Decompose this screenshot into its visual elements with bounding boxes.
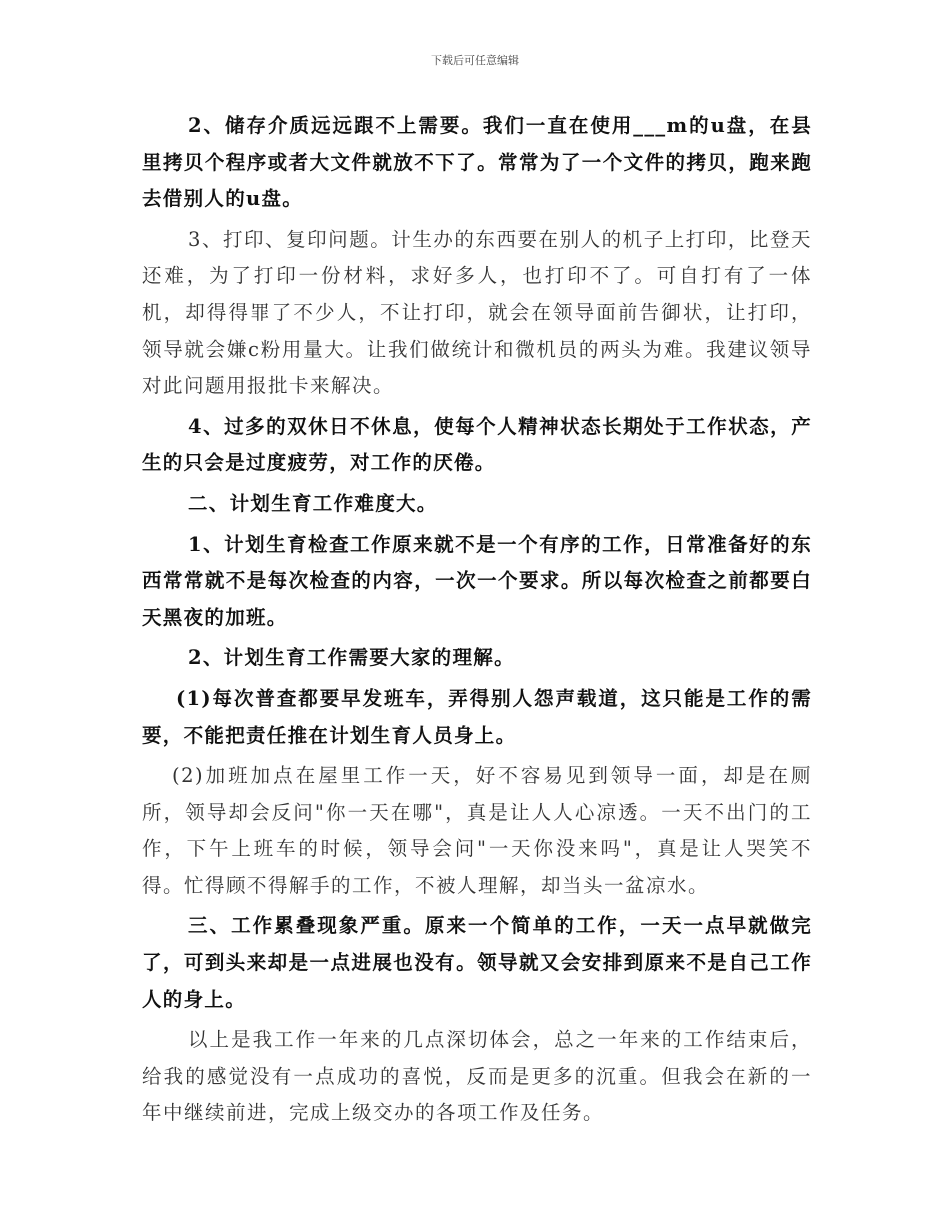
paragraph-storage-media: 2、储存介质远远跟不上需要。我们一直在使用___m的u盘，在县里拷贝个程序或者大文件就放不下了。常常为了一个文件的拷贝，跑来跑去借别人的u盘。 [142,114,812,211]
section-heading-2: 二、计划生育工作难度大。 [188,491,438,515]
paragraph-weekend-overwork: 4、过多的双休日不休息，使每个人精神状态长期处于工作状态，产生的只会是过度疲劳，对工作的厌倦。 [142,414,812,475]
paragraph-item-2: (2)加班加点在屋里工作一天，好不容易见到领导一面，却是在厕所，领导却会反问"你一天在哪"，真是让人人心凉透。一天不出门的工作，下午上班车的时候，领导会问"一天你没来吗"，真是让人哭笑不得。忙得顾不得解手的工作，不被人理解，却当头一盆凉水。 [142,764,812,897]
paragraph-printing-issue: 3、打印、复印问题。计生办的东西要在别人的机子上打印，比登天还难，为了打印一份材料，求好多人，也打印不了。可自打有了一体机，却得得罪了不少人，不让打印，就会在领导面前告御状，让打印，领导就会嫌c粉用量大。让我们做统计和微机员的两头为难。我建议领导对此问题用报批卡来解决。 [142,227,812,398]
paragraph-conclusion: 以上是我工作一年来的几点深切体会，总之一年来的工作结束后，给我的感觉没有一点成功的喜悦，反而是更多的沉重。但我会在新的一年中继续前进，完成上级交办的各项工作及任务。 [142,1028,812,1125]
paragraph-understanding-needed: 2、计划生育工作需要大家的理解。 [188,646,515,670]
paragraph-inspection-work: 1、计划生育检查工作原来就不是一个有序的工作，日常准备好的东西常常就不是每次检查的内容，一次一个要求。所以每次检查之前都要白天黑夜的加班。 [142,532,812,629]
section-heading-3: 三、工作累叠现象严重。原来一个简单的工作，一天一点早就做完了，可到头来却是一点进展也没有。领导就又会安排到原来不是自己工作人的身上。 [142,914,812,1011]
page-header: 下载后可任意编辑 [431,54,519,67]
paragraph-item-1: (1)每次普查都要早发班车，弄得别人怨声载道，这只能是工作的需要，不能把责任推在计划生育人员身上。 [142,686,812,747]
document-body [142,108,812,1136]
